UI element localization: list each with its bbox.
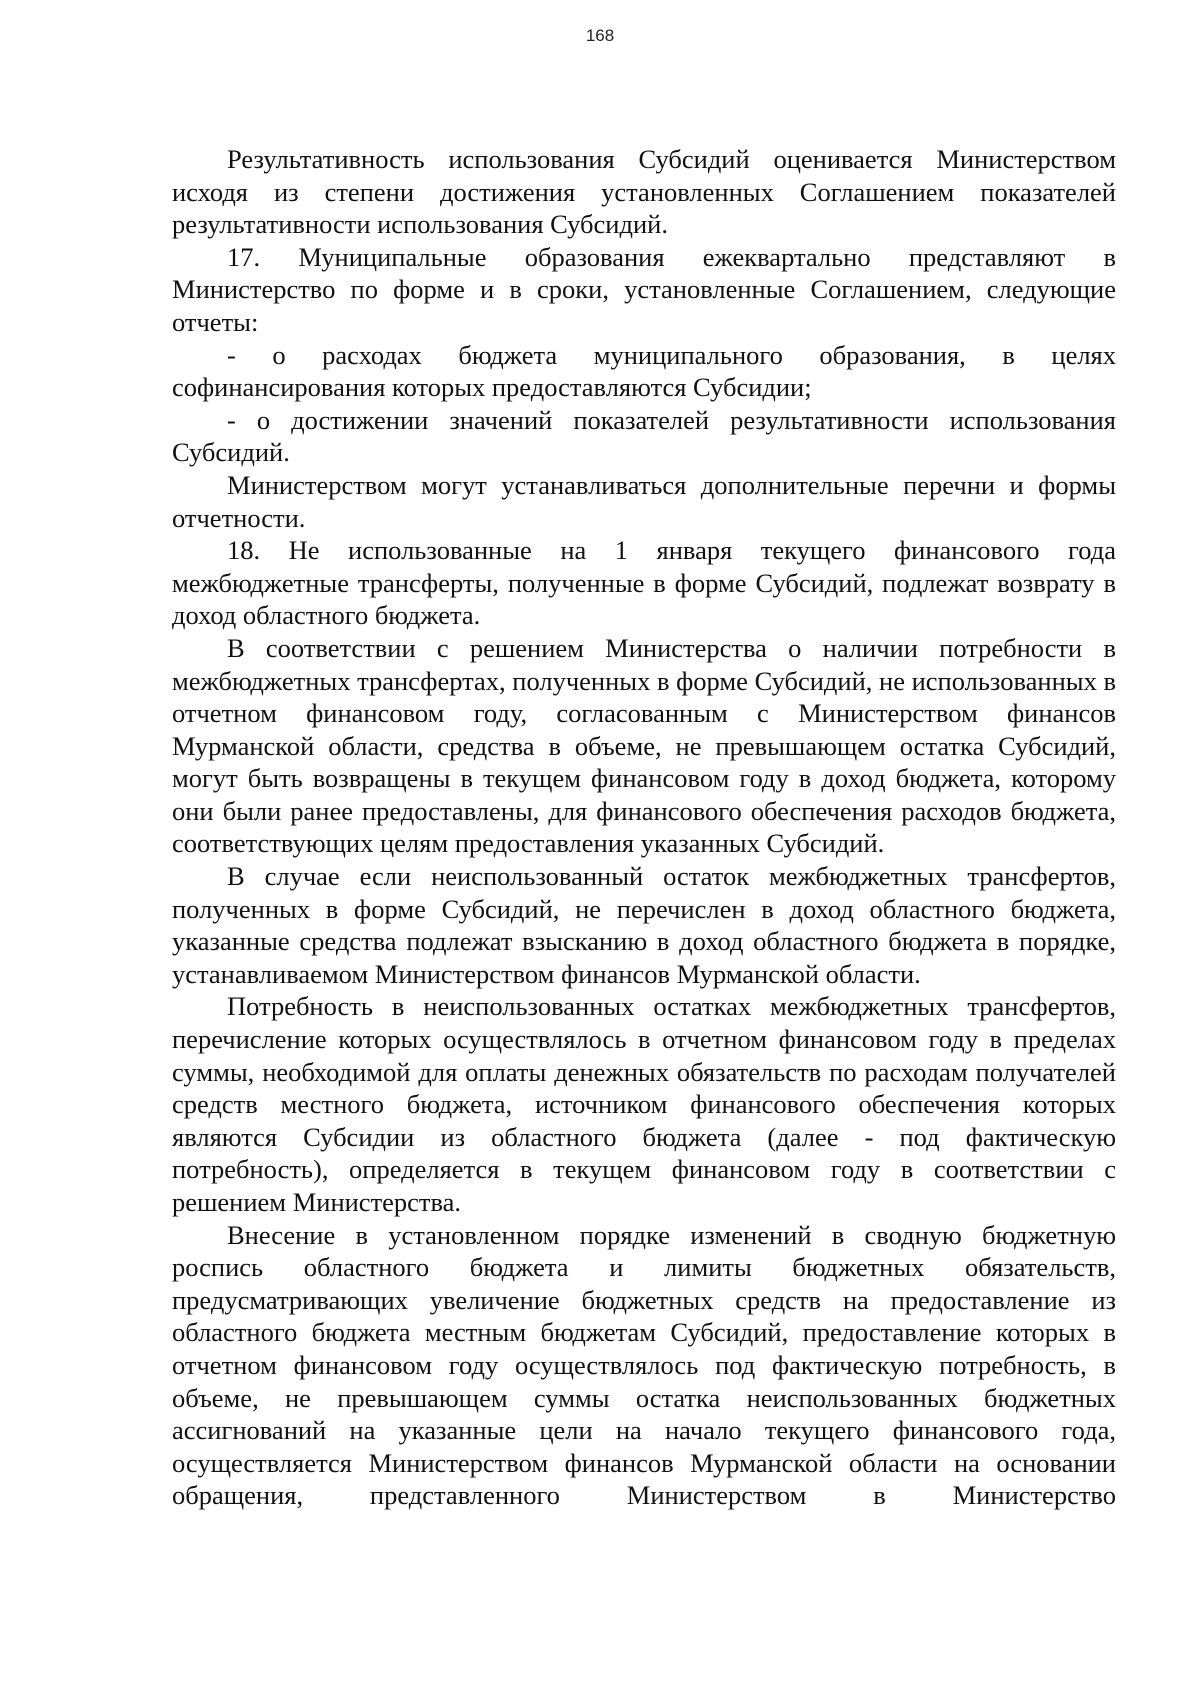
list-item-expenses-report: - о расходах бюджета муниципального образования, в целях софинансирования которых предоставляются Субсидии; (172, 339, 1116, 403)
paragraph-recovery: В случае если неиспользованный остаток межбюджетных трансфертов, полученных в форме Субсидий, не перечислен в доход областного бюджета, указанные средства подлежат взысканию в доход областного бюджета в порядке, устанавливаемом Министерством финансов Мурманской области. (172, 861, 1116, 989)
page-number: 168 (585, 26, 615, 45)
paragraph-budget-changes: Внесение в установленном порядке изменений в сводную бюджетную роспись областного бюджета и лимиты бюджетных обязательств, предусматривающих увеличение бюджетных средств на предоставление из областного бюджета местным бюджетам Субсидий, предоставление которых в отчетном финансовом году осуществлялось под фактическую потребность, в объеме, не превышающем суммы остатка неиспользованных бюджетных ассигнований на указанные цели на начало текущего финансового года, осуществляется Министерством финансов Мурманской области на основании обращения, представленного Министерством в Министерство (172, 1219, 1116, 1511)
list-item-indicators-report: - о достижении значений показателей результативности использования Субсидий. (172, 404, 1116, 468)
paragraph-additional-forms: Министерством могут устанавливаться дополнительные перечни и формы отчетности. (172, 469, 1116, 533)
paragraph-return-decision: В соответствии с решением Министерства о наличии потребности в межбюджетных трансфертах, полученных в форме Субсидий, не использованных в отчетном финансовом году, согласованным с Министерством финансов Мурманской области, средства в объеме, не превышающем остатка Субсидий, могут быть возвращены в текущем финансовом году в доход бюджета, которому они были ранее предоставлены, для финансового обеспечения расходов бюджета, соответствующих целям предоставления указанных Субсидий. (172, 632, 1116, 859)
document-body (172, 143, 1116, 1512)
paragraph-actual-need: Потребность в неиспользованных остатках межбюджетных трансфертов, перечисление которых осуществлялось в отчетном финансовом году в пределах суммы, необходимой для оплаты денежных обязательств по расходам получателей средств местного бюджета, источником финансового обеспечения которых являются Субсидии из областного бюджета (далее - под фактическую потребность), определяется в текущем финансовом году в соответствии с решением Министерства. (172, 991, 1116, 1217)
paragraph-item-18: 18. Не использованные на 1 января текущего финансового года межбюджетные трансферты, полученные в форме Субсидий, подлежат возврату в доход областного бюджета. (172, 535, 1116, 631)
paragraph-performance-evaluation: Результативность использования Субсидий оценивается Министерством исходя из степени достижения установленных Соглашением показателей результативности использования Субсидий. (172, 144, 1116, 240)
paragraph-item-17: 17. Муниципальные образования ежеквартально представляют в Министерство по форме и в сроки, установленные Соглашением, следующие отчеты: (172, 241, 1116, 337)
